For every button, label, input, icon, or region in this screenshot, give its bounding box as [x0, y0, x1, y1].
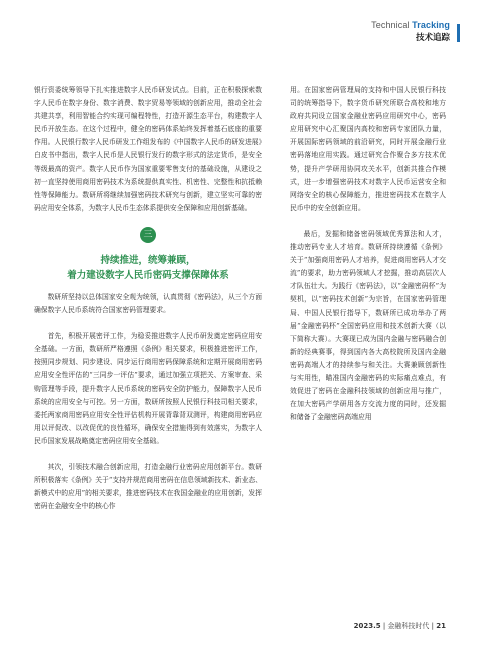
body-paragraph: 最后，发掘和储备密码领域优秀算法和人才，推动密码专业人才培育。数研所持续遵循《条例》关于“加强商用密码人才培养，促进商用密码人才交流”的要求，助力密码领域人才挖掘，推动高层次人才队伍壮大。为践行《密码法》，以“金融密码杯”为契机，以“密码技术创新”为宗旨，在国家密码管理局、中国人民银行指导下，数研所已成功举办了两届“金融密码杯”全国密码应用和技术创新大赛（以下简称大赛）。大赛现已成为国内金融与密码融合创新的经典赛事，得到国内各大高校院所及国内金融密码高端人才的持续参与和关注。大赛兼顾创新性与实用性，瞄准国内金融密码的实际痛点难点，有效促进了密码在金融科技领域的创新应用与推广，在加大密码产学研用各方交流力度的同时，还发掘和储备了金融密码高端应用 — [290, 229, 446, 422]
header-english-title: Technical Tracking — [371, 20, 450, 30]
body-paragraph: 数研所坚持以总体国家安全观为统领，认真贯彻《密码法》，从三个方面确保数字人民币系统符合国家密码管理要求。 — [34, 292, 262, 315]
page-footer: 2023.5 | 金融科技时代 | 21 — [353, 622, 446, 630]
header-accent-bar — [457, 24, 460, 42]
header-chinese-title: 技术追踪 — [415, 33, 450, 43]
section-heading — [34, 227, 262, 283]
page-number: 21 — [436, 622, 446, 630]
body-paragraph: 其次，引领技术融合创新应用，打造金融行业密码应用创新平台。数研所积极落实《条例》关于“支持并规范商用密码在信息领域新技术、新业态、新模式中的应用”的相关要求，推进密码技术在我国金融业的应用创新，发挥密码在金融安全中的核心作 — [34, 462, 262, 511]
right-column — [290, 84, 446, 424]
section-title-line2: 着力建设数字人民币密码支撑保障体系 — [67, 269, 229, 281]
section-number-badge: 三 — [140, 227, 156, 243]
body-paragraph: 首先，积极开展密评工作，为稳妥推进数字人民币研发奠定密码应用安全基础。一方面，数研所严格遵照《条例》相关要求，积极推进密评工作，按照同步规划、同步建设、同步运行商用密码保障系统和定期开展商用密码应用安全性评估的“三同步一评估”要求，通过加强立项把关、方案审查、采购管理等手段，提升数字人民币系统的密码安全防护能力，保障数字人民币系统的应用安全与可控。另一方面，数研所按照人民银行科技司相关要求，委托两家商用密码应用安全性评估机构开展背靠背双测评，构建商用密码应用以评促改、以改促优的良性循环，确保安全措施得到有效落实，为数字人民币国家发展战略奠定密码应用安全基础。 — [34, 332, 262, 445]
section-title-line1: 持续推进，统筹兼顾， — [100, 254, 196, 266]
left-column — [34, 84, 262, 513]
page-header — [371, 20, 450, 43]
magazine-name: 金融科技时代 — [387, 622, 430, 630]
body-paragraph: 用。在国家密码管理局的支持和中国人民银行科技司的统筹指导下，数字货币研究所联合高校和地方政府共同设立国家金融业密码应用研究中心，密码应用研究中心汇聚国内高校和密码专家团队力量，开展国际密码领域的前沿研究，同时开展金融行业密码落地应用实践。通过研究合作聚合多方技术优势，提升产学研用协同攻关水平，创新共推合作模式，进一步增强密码技术对数字人民币运营安全和网络安全的核心保障能力，推进密码技术在数字人民币中的安全创新应用。 — [290, 86, 446, 212]
issue-number: 2023.5 — [353, 622, 381, 630]
intro-paragraph: 银行资委统筹领导下扎实推进数字人民币研发试点。目前，正在积极探索数字人民币在数字身份、数字消费、数字贸易等领域的创新应用，推动全社会共建共享，利用智能合约实现可编程特性，打造开源生态平台，构建数字人民币开放生态。在这个过程中，健全的密码体系始终发挥着基石底座的重要作用。人民银行数字人民币研发工作组发布的《中国数字人民币的研发进展》白皮书中指出，数字人民币是人民银行发行的数字形式的法定货币，是安全等级最高的资产。数字人民币作为国家重要零售支付的基础设施，从建设之初一直坚持使用商用密码技术为系统提供真实性、机密性、完整性和抗抵赖性等保障能力。数研所将继续加强密码技术研究与创新，建立坚实可靠的密码应用安全体系，为数字人民币生态体系提供安全保障和应用创新基础。 — [34, 86, 262, 212]
